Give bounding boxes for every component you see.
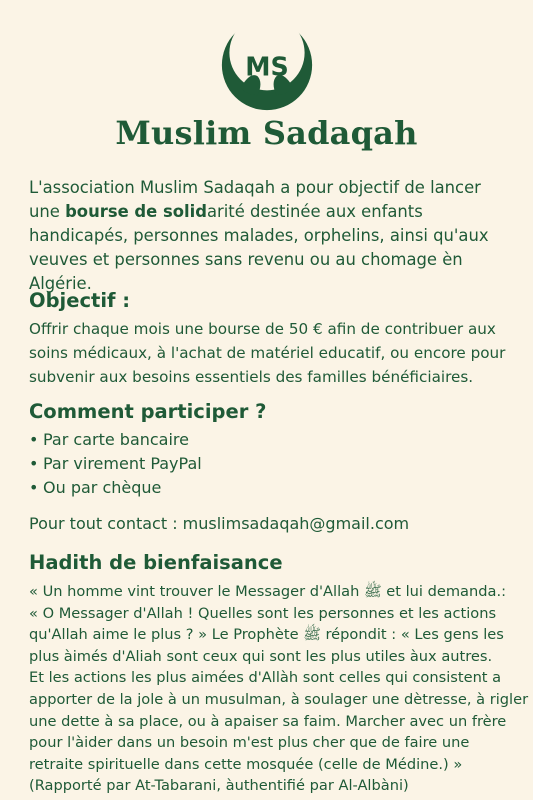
objectif-heading: Objectif : bbox=[29, 289, 131, 312]
hadith-line: qu'Allah aime le plus ? » Le Prophète ﷺ répondit : « Les gens les bbox=[29, 626, 504, 644]
hadith-section bbox=[29, 551, 529, 797]
logo bbox=[0, 18, 533, 112]
hadith-text bbox=[29, 581, 529, 797]
list-item: • Ou par chèque bbox=[29, 476, 509, 500]
hadith-line: apporter de la jole à un musulman, à soulager une dètresse, à rigler bbox=[29, 690, 529, 708]
hadith-line: une dette à sa place, ou à apaiser sa faim. Marcher avec un frère bbox=[29, 712, 507, 730]
hadith-line: plus àimés d'Aliah sont ceux qui sont les plus utiles àux autres. bbox=[29, 647, 493, 665]
bullet-icon: • bbox=[29, 454, 39, 473]
hadith-line: Et les actions les plus aimées d'Allàh sont celles qui consistent a bbox=[29, 669, 502, 687]
hadith-line: pour l'àider dans un besoin m'est plus cher que de faire une bbox=[29, 734, 470, 752]
hadith-line: retraite spirituelle dans cette mosquée (celle de Médine.) » bbox=[29, 755, 463, 773]
objectif-section bbox=[29, 289, 509, 389]
intro-text-1: L'association Muslim Sadaqah a pour objectif de lancer une bbox=[29, 178, 481, 221]
bullet-icon: • bbox=[29, 430, 39, 449]
list-item: • Par carte bancaire bbox=[29, 428, 509, 452]
participer-heading: Comment participer ? bbox=[29, 400, 267, 423]
hadith-line: (Rapporté par At-Tabarani, àuthentifié par Al-Albàni) bbox=[29, 777, 409, 795]
participer-list bbox=[29, 428, 509, 500]
brand-title: Muslim Sadaqah bbox=[115, 114, 418, 152]
objectif-text: Offrir chaque mois une bourse de 50 € afin de contribuer aux soins médicaux, à l'achat de matériel educatif, ou encore pour subvenir aux besoins essentiels des familles bénéficiaires. bbox=[29, 320, 506, 386]
list-item: • Par virement PayPal bbox=[29, 452, 509, 476]
hadith-line: « Un homme vint trouver le Messager d'Allah ﷺ et lui demanda.: bbox=[29, 583, 507, 600]
hadith-heading: Hadith de bienfaisance bbox=[29, 551, 283, 574]
logo-monogram: MS bbox=[244, 51, 289, 82]
participer-section bbox=[29, 400, 509, 500]
hadith-line: « O Messager d'Allah ! Quelles sont les personnes et les actions bbox=[29, 604, 497, 622]
intro-paragraph bbox=[29, 176, 509, 296]
contact-line: Pour tout contact : muslimsadaqah@gmail.com bbox=[29, 514, 410, 533]
bullet-icon: • bbox=[29, 478, 39, 497]
crescent-hands-logo-icon bbox=[220, 18, 314, 112]
intro-emphasis: bourse de solid bbox=[65, 202, 207, 221]
intro-text-2: arité destinée aux enfants handicapés, personnes malades, orphelins, ainsi qu'aux veuves et personnes sans revenu ou au chomage èn Algérie. bbox=[29, 202, 489, 293]
